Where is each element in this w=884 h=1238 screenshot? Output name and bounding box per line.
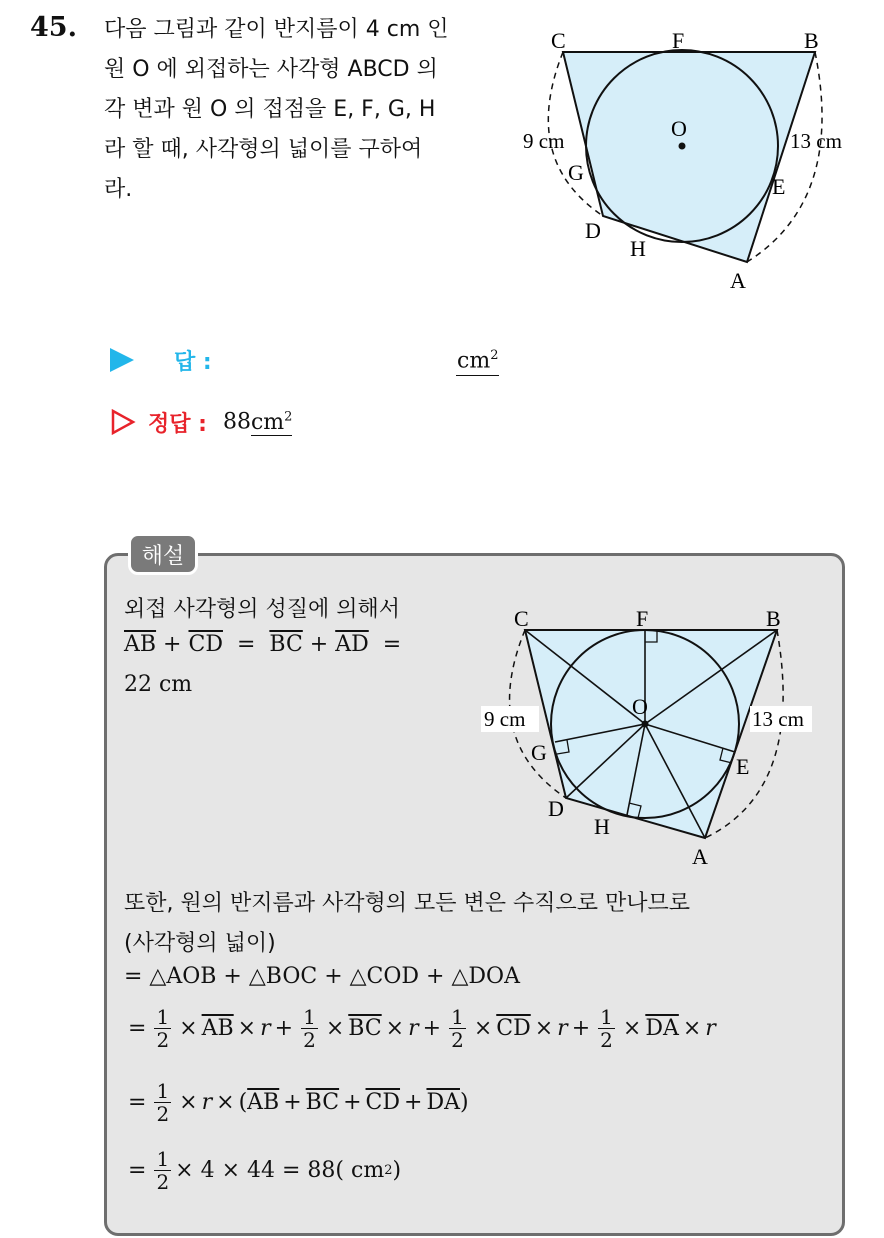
correct-value [223, 409, 292, 434]
segment-cd: $\overline{CD}$ [188, 632, 223, 657]
length-left: 9 cm [523, 129, 565, 153]
answer-label: 답 : [174, 349, 212, 375]
answer-unit-exp: 2 [490, 348, 499, 363]
length-right: 13 cm [790, 129, 842, 153]
center-dot [679, 143, 686, 150]
fraction-half: $\frac{1}{2}$ [600, 1005, 613, 1052]
segment-bc: $\overline{BC}$ [269, 632, 303, 657]
label-f-2: F [636, 606, 649, 631]
label-c: C [551, 28, 566, 53]
label-h-2: H [594, 814, 610, 839]
label-d-2: D [548, 796, 564, 821]
solution-line-6: = △AOB + △BOC + △COD + △DOA [124, 964, 520, 989]
correct-label: 정답 : [148, 411, 207, 437]
label-h: H [630, 236, 646, 261]
label-e: E [772, 174, 786, 199]
problem-line-2: 원 O 에 외접하는 사각형 ABCD 의 [104, 57, 438, 82]
answer-unit: cm [457, 348, 491, 374]
label-d: D [585, 218, 601, 243]
fraction-half: $\frac{1}{2}$ [156, 1147, 170, 1194]
solution-line-9: = $\frac{1}{2}$ × 4 × 44 = 88( cm 2 ) [128, 1147, 402, 1194]
label-o-2: O [632, 694, 648, 719]
label-b: B [804, 28, 819, 53]
solution-line-7: = $\frac{1}{2}$ × $\overline{AB}$ × r + $\frac{1}{2}$ × $\overline{BC}$ × r + $\frac{1}{2}$ × $\overline{CD}$ × r + $\frac{1}{2}$ × $\overline{DA}$ × r [128, 1005, 716, 1052]
label-a: A [730, 268, 746, 293]
problem-line-1: 다음 그림과 같이 반지름이 4 cm 인 [104, 17, 449, 42]
segment-ad: $\overline{AD}$ [335, 632, 369, 657]
label-f: F [672, 28, 685, 53]
problem-line-5: 라. [104, 177, 133, 202]
correct-unit-exp: 2 [284, 409, 293, 425]
solution-line-8: = $\frac{1}{2}$ × r × ( $\overline{AB}$ + $\overline{BC}$ + $\overline{CD}$ + $\overline{DA}$ ) [128, 1079, 469, 1126]
outline-triangle-icon [110, 409, 136, 435]
final-expression: × 4 × 44 = 88( cm [175, 1158, 385, 1183]
problem-text [104, 10, 494, 210]
solution-line-1: 외접 사각형의 성질에 의해서 [124, 597, 401, 622]
label-c-2: C [514, 606, 529, 631]
segment-ab: $\overline{AB}$ [124, 632, 157, 657]
center-dot-2 [642, 721, 649, 728]
fraction-half: $\frac{1}{2}$ [156, 1079, 170, 1126]
play-triangle-icon [110, 348, 134, 372]
solution-figure [478, 600, 828, 872]
answer-blank[interactable] [456, 342, 499, 376]
correct-unit: cm [250, 409, 285, 435]
fraction-half: $\frac{1}{2}$ [451, 1005, 464, 1052]
label-o: O [671, 116, 687, 141]
answer-row [110, 344, 212, 376]
solution-tag: 해설 [128, 533, 198, 575]
label-g-2: G [531, 740, 547, 765]
solution-line-2: $\overline{AB} + \overline{CD} = \overline{BC} + \overline{AD}$ = [124, 632, 402, 657]
fraction-half: $\frac{1}{2}$ [156, 1005, 170, 1052]
label-a-2: A [692, 844, 708, 869]
solution-line-3: 22 cm [124, 672, 193, 697]
solution-line-5: (사각형의 넓이) [124, 931, 276, 956]
fraction-half: $\frac{1}{2}$ [303, 1005, 316, 1052]
length-left-2: 9 cm [484, 707, 526, 731]
length-right-2: 13 cm [752, 707, 804, 731]
correct-number: 88 [222, 409, 251, 435]
problem-line-3: 각 변과 원 O 의 접점을 E, F, G, H [104, 97, 436, 122]
solution-line-4: 또한, 원의 반지름과 사각형의 모든 변은 수직으로 만나므로 [124, 891, 690, 916]
label-e-2: E [736, 754, 750, 779]
label-b-2: B [766, 606, 781, 631]
problem-figure [510, 20, 860, 300]
label-g: G [568, 160, 584, 185]
problem-line-4: 라 할 때, 사각형의 넓이를 구하여 [104, 137, 423, 162]
problem-number: 45. [30, 12, 77, 43]
correct-answer-row [110, 404, 292, 440]
